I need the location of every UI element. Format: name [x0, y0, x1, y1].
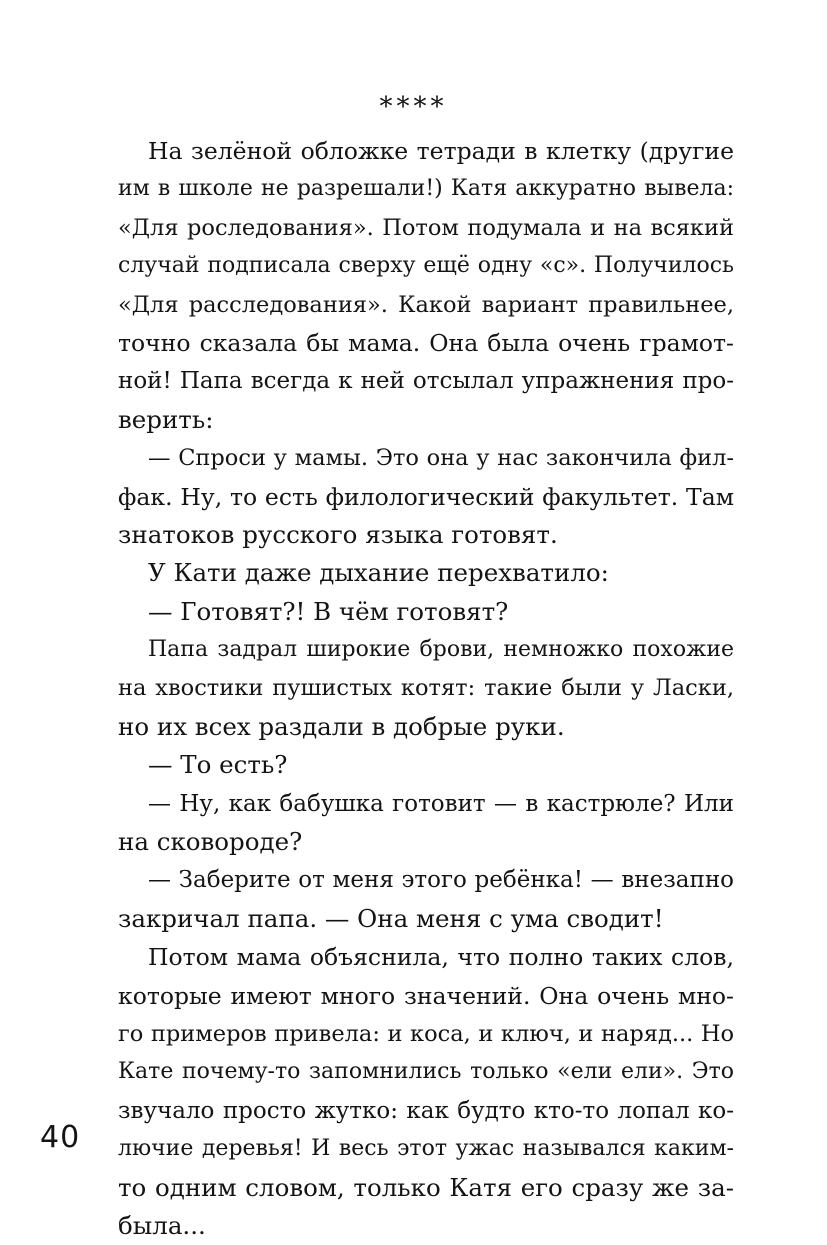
text-line: знатоков русского языка готовят.	[118, 519, 558, 549]
text-line: случай подписала сверху ещё одну «с». Получилось	[118, 253, 734, 279]
text-line: го примеров привела: и коса, и ключ, и наряд... Но	[118, 1020, 734, 1047]
text-line: — Готовят?! В чём готовят?	[148, 596, 509, 626]
text-line: им в школе не разрешали!) Катя аккуратно вывела:	[118, 176, 734, 202]
text-line: то одним словом, только Катя его сразу же за-	[118, 1172, 734, 1202]
text-line: лючие деревья! И весь этот ужас назывался каким-	[118, 1136, 734, 1162]
text-line: верить:	[118, 404, 214, 434]
section-separator: ****	[379, 92, 448, 122]
text-line: «Для расследования». Какой вариант правильнее,	[118, 291, 734, 318]
text-line: Потом мама объяснила, что полно таких слов,	[148, 943, 734, 972]
text-line: Кате почему-то запомнились только «ели ели». Это	[118, 1059, 734, 1085]
text-line: звучало просто жутко: как будто кто-то лопал ко-	[118, 1097, 734, 1124]
body-text	[118, 132, 734, 1245]
text-line: На зелёной обложке тетради в клетку (другие	[148, 137, 734, 165]
text-line: которые имеют много значений. Она очень мно-	[118, 981, 734, 1010]
text-line: — Заберите от меня этого ребёнка! — внезапно	[148, 867, 734, 894]
text-line: на сковороде?	[118, 827, 303, 857]
text-line: — Ну, как бабушка готовит — в кастрюле? Или	[148, 790, 734, 817]
text-line: точно сказала бы мама. Она была очень грамот-	[118, 328, 734, 357]
text-line: но их всех раздали в добрые руки.	[118, 711, 565, 741]
text-line: на хвостики пушистых котят: такие были у Ласки,	[118, 675, 734, 702]
text-line: У Кати даже дыхание перехватило:	[148, 558, 609, 588]
text-line: ной! Папа всегда к ней отсылал упражнения про-	[118, 368, 734, 395]
text-line: — Спроси у мамы. Это она у нас закончила фил-	[148, 445, 734, 472]
text-line: закричал папа. — Она меня с ума сводит!	[118, 903, 664, 933]
text-line: фак. Ну, то есть филологический факультет. Там	[118, 482, 734, 511]
page-number: 40	[40, 1120, 81, 1155]
text-line: Папа задрал широкие брови, немножко похожие	[148, 637, 734, 663]
text-line: «Для роследования». Потом подумала и на всякий	[118, 214, 734, 241]
text-line: была...	[118, 1210, 206, 1240]
text-line: — То есть?	[148, 750, 288, 780]
